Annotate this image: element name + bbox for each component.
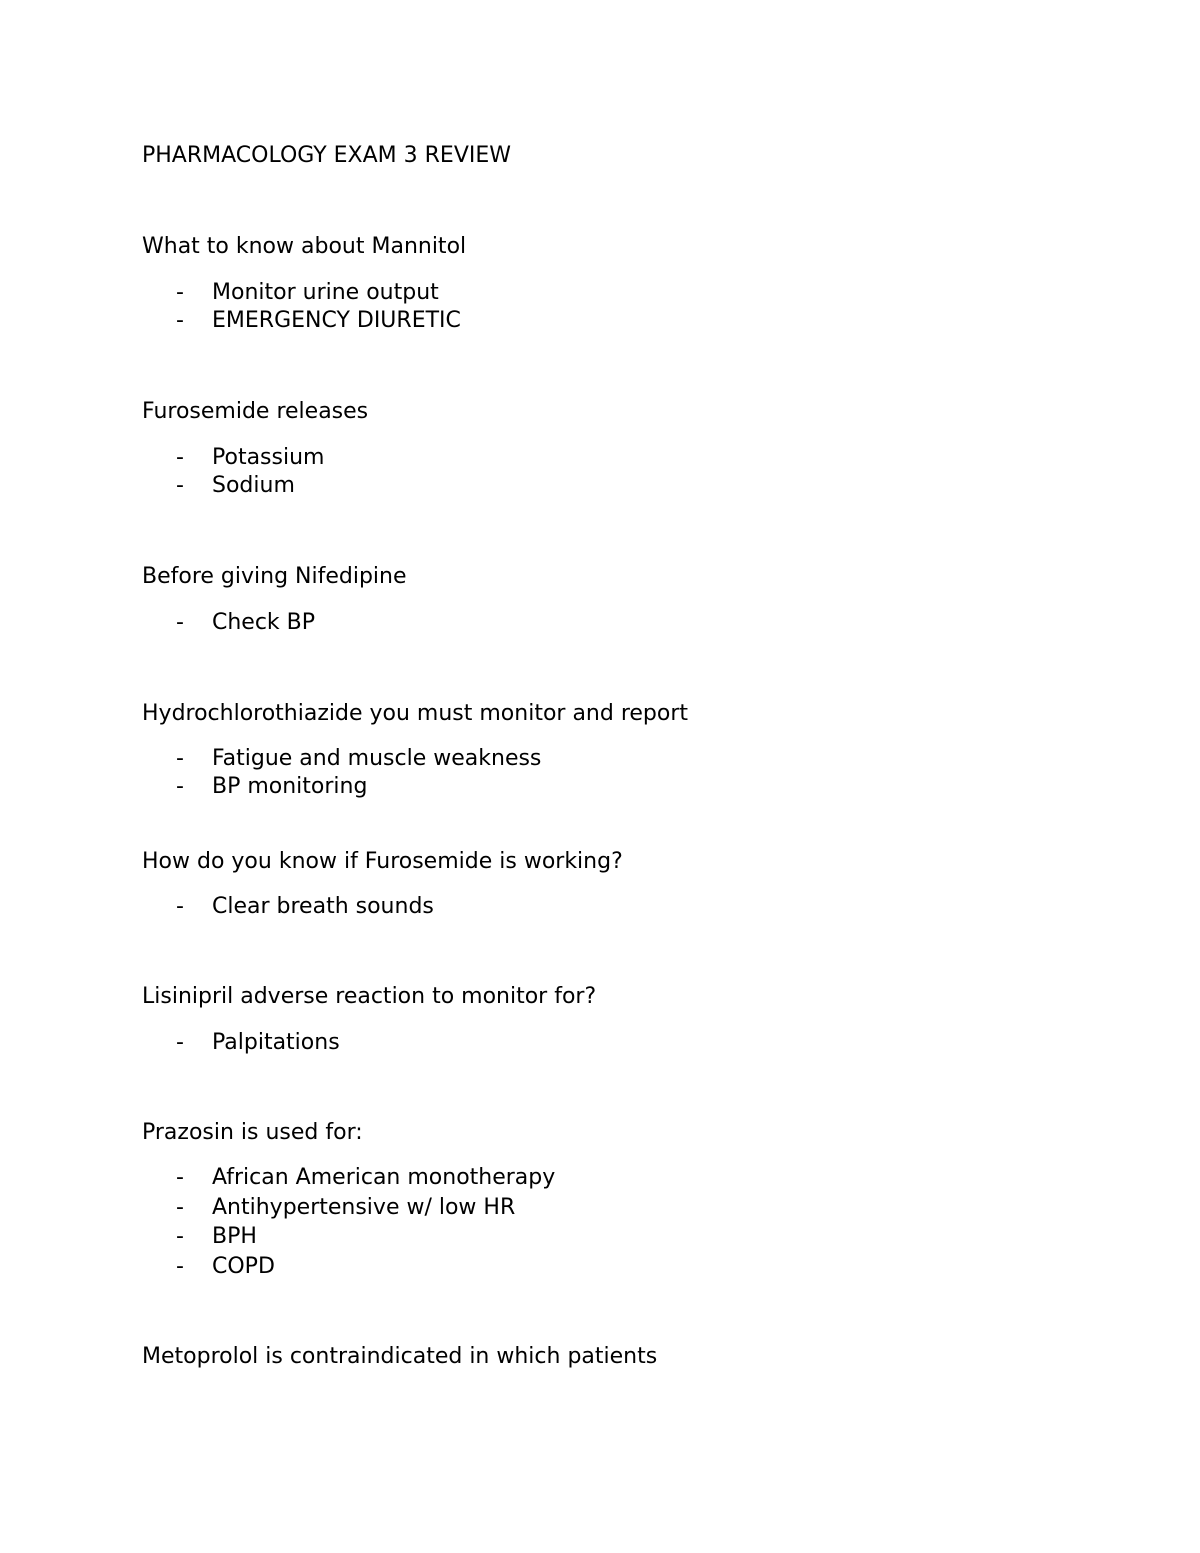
bullet-dash: -: [176, 1254, 184, 1279]
bullet-dash: -: [176, 308, 184, 333]
list-item-text: Clear breath sounds: [212, 894, 434, 919]
bullet-dash: -: [176, 473, 184, 498]
page-title: PHARMACOLOGY EXAM 3 REVIEW: [142, 143, 512, 168]
list-item-text: Sodium: [212, 473, 295, 498]
list-item-text: Palpitations: [212, 1030, 340, 1055]
list-item-text: Potassium: [212, 445, 325, 470]
bullet-dash: -: [176, 894, 184, 919]
list-item-text: Antihypertensive w/ low HR: [212, 1195, 516, 1220]
list-item-text: EMERGENCY DIURETIC: [212, 308, 461, 333]
bullet-dash: -: [176, 610, 184, 635]
bullet-dash: -: [176, 774, 184, 799]
section-heading: Metoprolol is contraindicated in which patients: [142, 1344, 658, 1369]
bullet-dash: -: [176, 1165, 184, 1190]
bullet-dash: -: [176, 280, 184, 305]
list-item-text: Fatigue and muscle weakness: [212, 746, 542, 771]
list-item-text: COPD: [212, 1254, 275, 1279]
bullet-dash: -: [176, 746, 184, 771]
list-item-text: African American monotherapy: [212, 1165, 556, 1190]
section-heading: How do you know if Furosemide is working?: [142, 849, 623, 874]
section-heading: Hydrochlorothiazide you must monitor and report: [142, 701, 689, 726]
list-item-text: Monitor urine output: [212, 280, 439, 305]
list-item-text: BPH: [212, 1224, 257, 1249]
section-heading: Before giving Nifedipine: [142, 564, 407, 589]
list-item-text: Check BP: [212, 610, 316, 635]
bullet-dash: -: [176, 1224, 184, 1249]
section-heading: Prazosin is used for:: [142, 1120, 363, 1145]
section-heading: Lisinipril adverse reaction to monitor for?: [142, 984, 597, 1009]
bullet-dash: -: [176, 445, 184, 470]
list-item-text: BP monitoring: [212, 774, 368, 799]
bullet-dash: -: [176, 1195, 184, 1220]
section-heading: What to know about Mannitol: [142, 234, 467, 259]
section-heading: Furosemide releases: [142, 399, 369, 424]
bullet-dash: -: [176, 1030, 184, 1055]
